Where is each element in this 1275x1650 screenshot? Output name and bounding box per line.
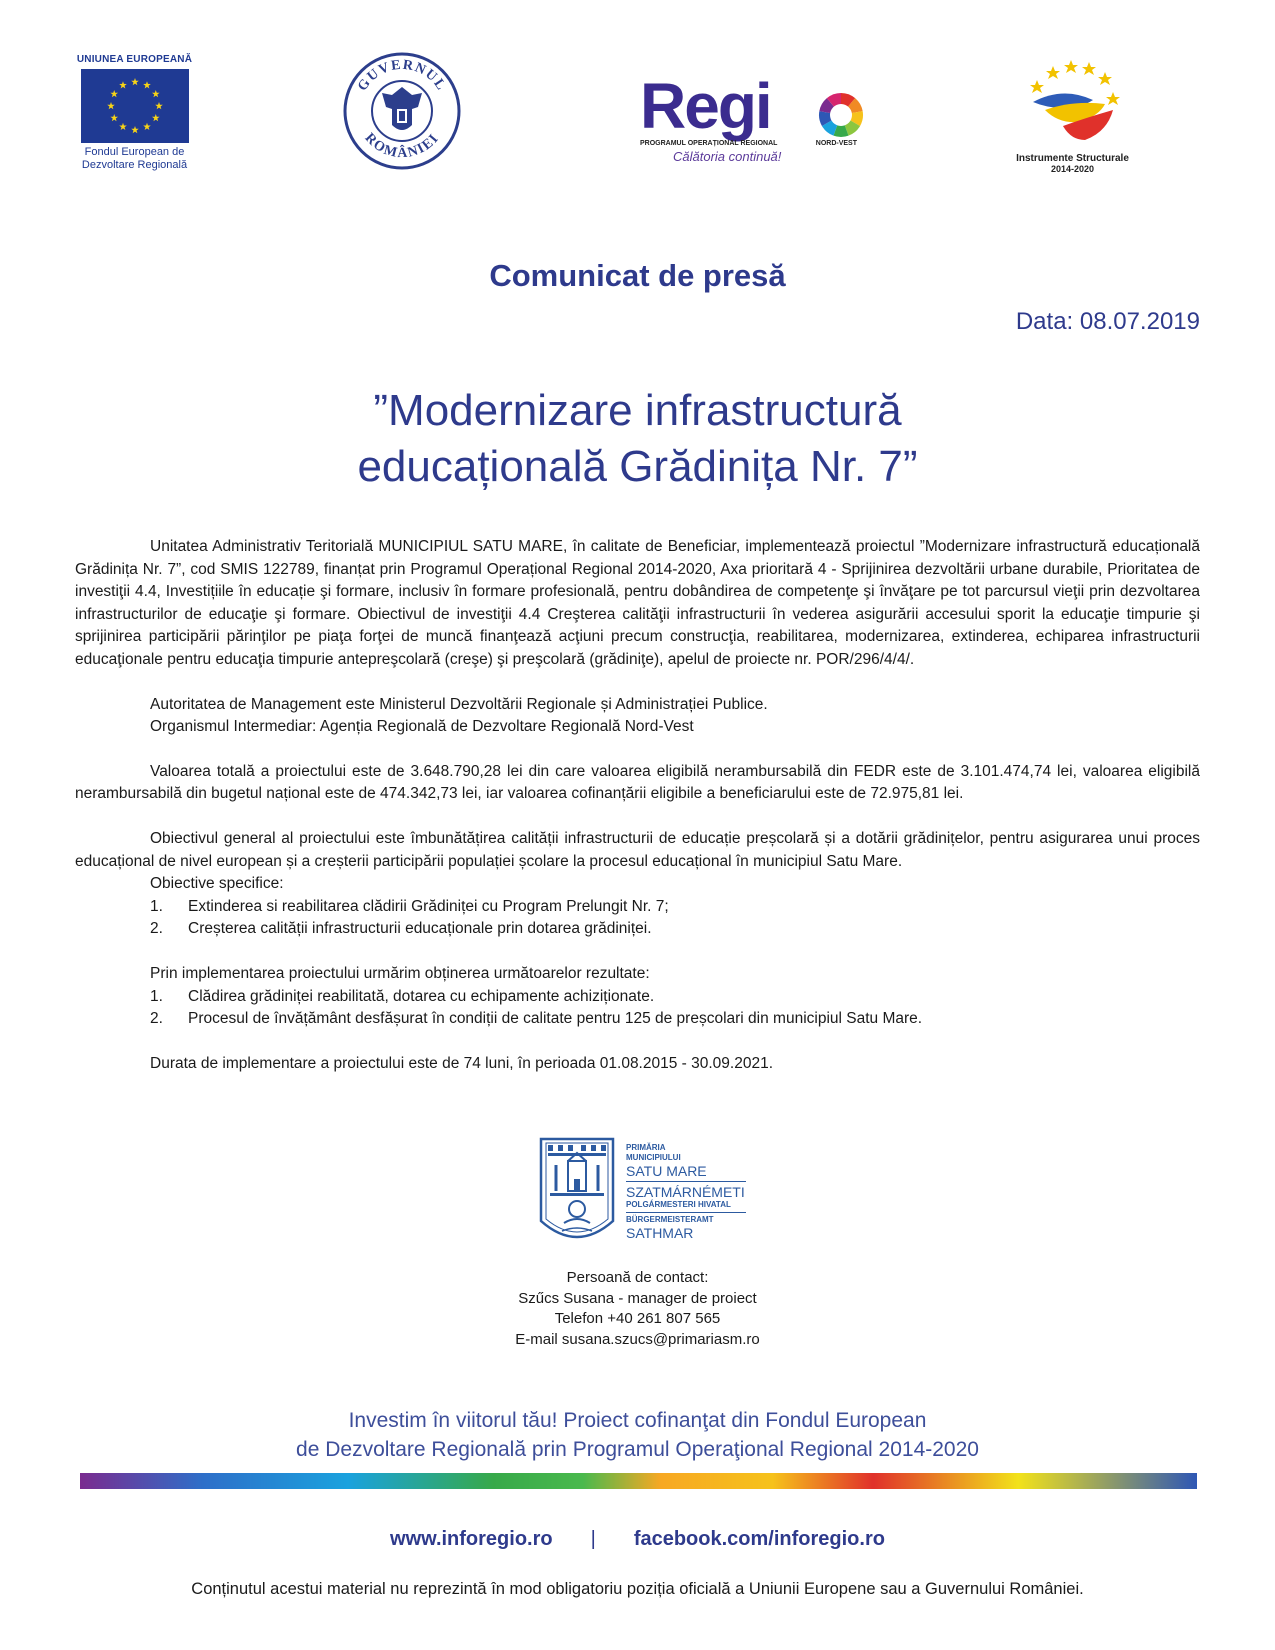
results-label: Prin implementarea proiectului urmărim obținerea următoarelor rezultate: <box>150 964 650 982</box>
eu-logo-caption-1: Fondul European de <box>84 146 185 158</box>
regio-subtitle <box>640 140 885 147</box>
structural-instruments-emblem-icon <box>1023 56 1123 146</box>
inforegio-facebook-link[interactable]: facebook.com/inforegio.ro <box>633 1528 885 1550</box>
list-item <box>75 918 1200 941</box>
footer-links <box>0 1528 1275 1551</box>
government-seal-icon <box>342 51 462 171</box>
city-name-romanian: SATU MARE <box>626 1163 707 1179</box>
regio-subtitle-region: NORD-VEST <box>815 140 857 147</box>
disclaimer: Conținutul acestui material nu reprezintă în mod obligatoriu poziția oficială a Uniunii Europene sau a Guvernului României. <box>191 1580 1084 1598</box>
list-item <box>75 896 1200 919</box>
svg-text:GUVERNUL: GUVERNUL <box>355 57 449 95</box>
contact-name: Szűcs Susana - manager de proiect <box>518 1289 757 1307</box>
eu-flag-icon <box>81 69 189 143</box>
inforegio-website-link[interactable]: www.inforegio.ro <box>390 1528 553 1550</box>
satu-mare-coat-of-arms-icon <box>538 1135 616 1255</box>
city-hall-line-2: MUNICIPIULUI <box>626 1153 681 1162</box>
list-item <box>75 1008 1200 1031</box>
city-hall-german: BÜRGERMEISTERAMT <box>626 1215 714 1224</box>
funding-statement <box>0 1406 1275 1464</box>
list-item-number: 2. <box>150 1010 163 1028</box>
divider <box>626 1181 746 1182</box>
satu-mare-city-hall-logo <box>538 1135 616 1260</box>
press-release-body <box>75 536 1200 1075</box>
contact-email: E-mail susana.szucs@primariasm.ro <box>515 1330 760 1348</box>
instrumente-structurale-logo <box>1000 56 1145 174</box>
eu-logo <box>72 54 197 172</box>
funding-statement-line-2: de Dezvoltare Regională prin Programul Operaţional Regional 2014-2020 <box>296 1438 979 1461</box>
list-item-text: Creșterea calității infrastructurii educaționale prin dotarea grădiniței. <box>188 920 652 938</box>
managing-authority: Autoritatea de Management este Ministerul Dezvoltării Regionale și Administrației Publice. <box>150 695 768 713</box>
contact-label: Persoană de contact: <box>566 1269 709 1286</box>
city-hall-hungarian: POLGÁRMESTERI HIVATAL <box>626 1200 731 1209</box>
list-item-text: Extinderea si reabilitarea clădirii Grădiniței cu Program Prelungit Nr. 7; <box>188 897 669 915</box>
general-objective-paragraph: Obiectivul general al proiectului este îmbunătățirea calității infrastructurii de educație preșcolară și a dotării grădinițelor, pentru asigurarea unui proces educațional de nivel european și a creșterii participării populației școlare la procesul educațional în municipiul Satu Mare. <box>75 829 1200 870</box>
regio-tagline: Călătoria continuă! <box>673 149 782 164</box>
project-title-line-2: educațională Grădinița Nr. 7” <box>357 442 918 491</box>
project-title-line-1: ”Modernizare infrastructură <box>373 386 902 435</box>
press-release-date: Data: 08.07.2019 <box>1015 308 1200 335</box>
city-hall-name <box>626 1143 746 1241</box>
contact-phone: Telefon +40 261 807 565 <box>554 1310 721 1327</box>
intro-paragraph: Unitatea Administrativ Teritorială MUNICIPIUL SATU MARE, în calitate de Beneficiar, implementează proiectul ”Modernizare infrastructură educațională Grădinița Nr. 7”, cod SMIS 122789, finanțat prin Programul Operațional Regional 2014-2020, Axa prioritară 4 - Sprijinirea dezvoltării urbane durabile, Prioritatea de investiţii 4.4, Investițiile în educație şi formare, inclusiv în formare profesională, pentru dobândirea de competenţe şi învăţare pe tot parcursul vieţii prin dezvoltarea infrastructurilor de educaţie şi formare. Obiectivul de investiţii 4.4 Creşterea calităţii infrastructurii în vederea asigurării accesului sporit la educaţie timpurie şi sprijinirea participării părinţilor pe piaţa forţei de muncă finanţează acţiuni precum construcţia, reabilitarea, modernizarea, extinderea, echiparea infrastructurii educaţionale pentru educaţia timpurie antepreşcolară (creşe) şi preşcolară (grădiniţe), apelul de proiecte nr. POR/296/4/4/. <box>75 538 1200 668</box>
list-item-number: 1. <box>150 987 163 1005</box>
structural-instruments-years: 2014-2020 <box>1050 164 1095 174</box>
city-hall-line-1: PRIMĂRIA <box>626 1143 666 1152</box>
structural-instruments-title: Instrumente Structurale <box>1016 153 1129 164</box>
list-item-text: Procesul de învățământ desfășurat în condiții de calitate pentru 125 de preșcolari din municipiul Satu Mare. <box>188 1010 923 1028</box>
svg-text:ROMÂNIEI: ROMÂNIEI <box>361 130 443 162</box>
romanian-government-seal <box>342 51 462 176</box>
eu-logo-title: UNIUNEA EUROPEANĂ <box>76 54 193 65</box>
list-item-text: Clădirea grădiniței reabilitată, dotarea cu echipamente achiziționate. <box>188 987 655 1005</box>
regio-color-wheel-icon <box>818 92 864 138</box>
project-value-paragraph: Valoarea totală a proiectului este de 3.648.790,28 lei din care valoarea eligibilă nerambursabilă din FEDR este de 3.101.474,74 lei, valoarea eligibilă nerambursabilă din bugetul național este de 474.342,73 lei, iar valoarea cofinanțării eligibile a beneficiarului este de 72.975,81 lei. <box>75 762 1200 803</box>
project-title <box>0 383 1275 495</box>
divider <box>626 1212 746 1213</box>
press-release-title: Comunicat de presă <box>489 258 786 293</box>
regio-wordmark: Regi <box>640 70 771 142</box>
intermediate-body: Organismul Intermediar: Agenția Regională de Dezvoltare Regională Nord-Vest <box>150 718 694 736</box>
regio-subtitle-program: PROGRAMUL OPERAȚIONAL REGIONAL <box>640 140 778 147</box>
eu-logo-caption-2: Dezvoltare Regională <box>81 159 188 171</box>
duration-paragraph: Durata de implementare a proiectului este de 74 luni, în perioada 01.08.2015 - 30.09.2021. <box>150 1054 774 1072</box>
regio-logo <box>640 70 885 164</box>
city-name-hungarian: SZATMÁRNÉMETI <box>626 1184 745 1200</box>
contact-block <box>0 1268 1275 1350</box>
list-item <box>75 986 1200 1009</box>
rainbow-divider <box>80 1473 1197 1489</box>
city-name-german: SATHMAR <box>626 1225 694 1241</box>
link-separator: | <box>590 1528 596 1550</box>
list-item-number: 1. <box>150 897 163 915</box>
list-item-number: 2. <box>150 920 163 938</box>
specific-objectives-label: Obiective specifice: <box>150 875 284 893</box>
funding-statement-line-1: Investim în viitorul tău! Proiect cofinanţat din Fondul European <box>348 1409 927 1432</box>
